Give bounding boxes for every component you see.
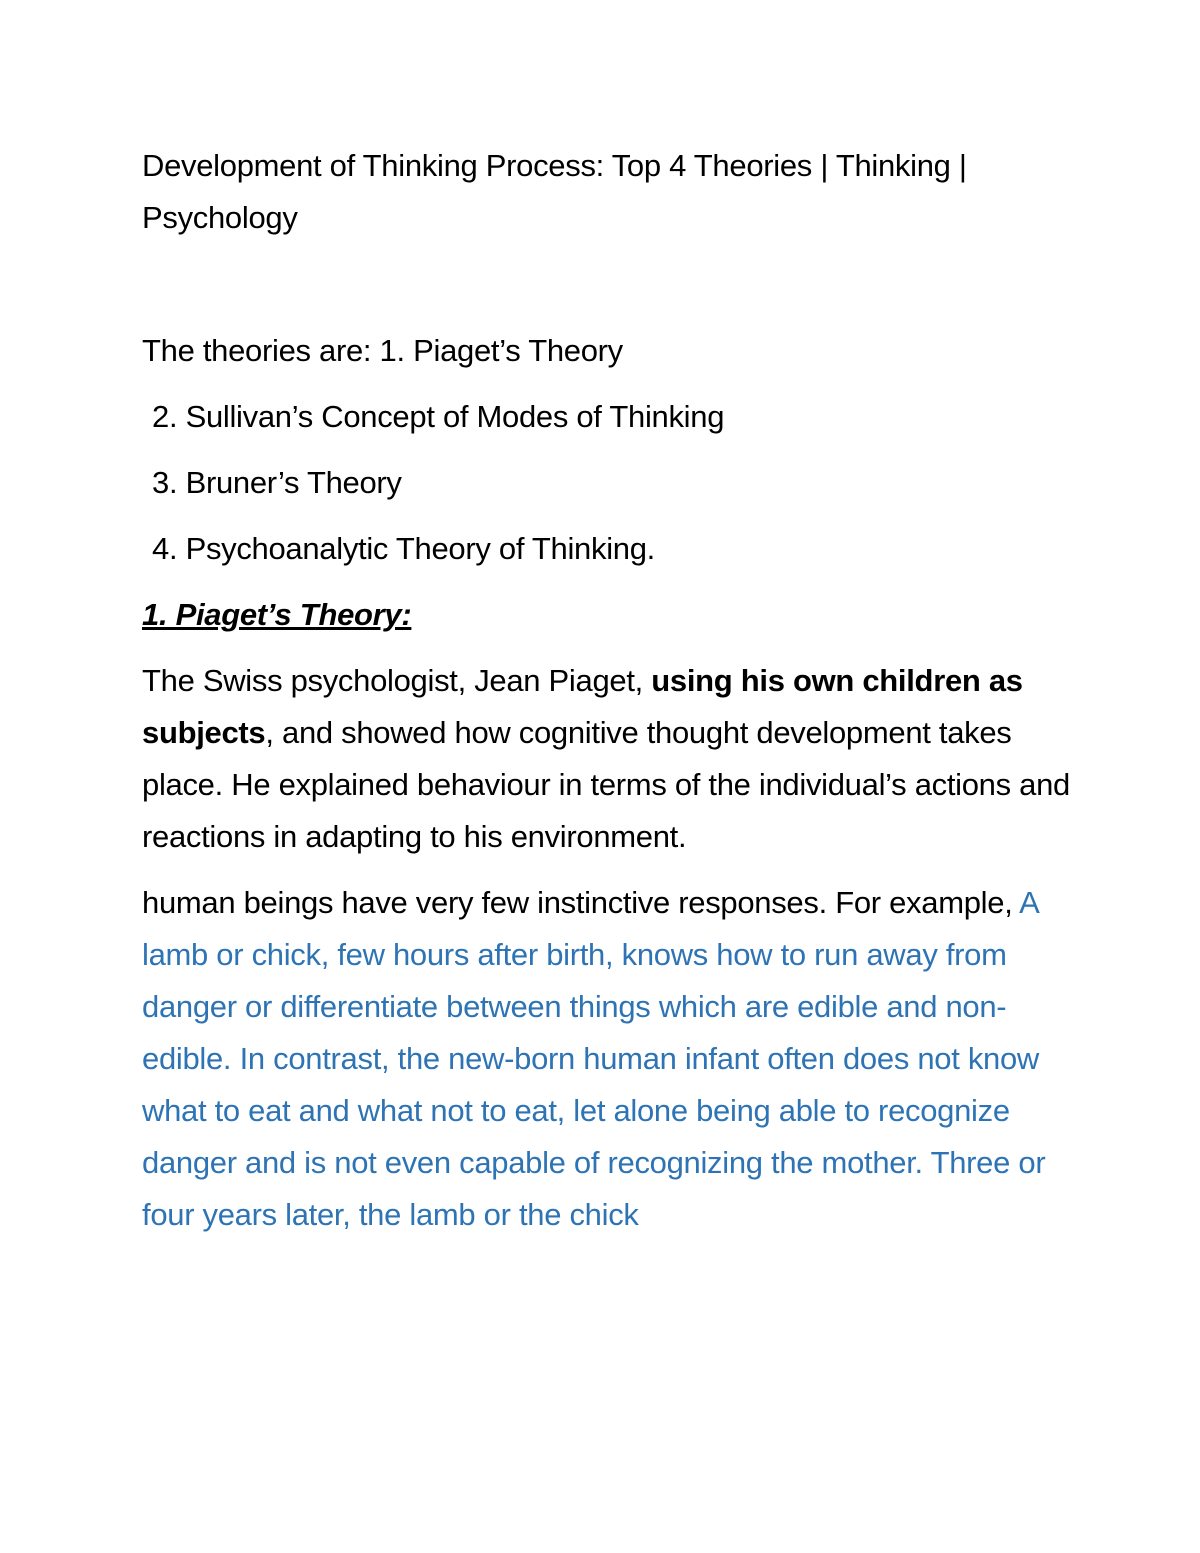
document-page bbox=[142, 140, 1072, 1255]
emphasized-text: using his own children as subjects bbox=[142, 663, 1023, 750]
theory-list-item-3: 3. Bruner’s Theory bbox=[152, 465, 402, 500]
highlighted-example-text: A lamb or chick, few hours after birth, knows how to run away from danger or differentiate between things which are edible and non-edible. In contrast, the new-born human infant often does not know what to eat and what not to eat, let alone being able to recognize danger and is not even capable of recognizing the mother. Three or four years later, the lamb or the chick bbox=[142, 885, 1046, 1232]
theory-list-item-2: 2. Sullivan’s Concept of Modes of Thinking bbox=[152, 399, 725, 434]
document-title: Development of Thinking Process: Top 4 Theories | Thinking | Psychology bbox=[142, 148, 967, 235]
paragraph-instinctive-responses bbox=[142, 877, 1072, 1241]
paragraph-text: The Swiss psychologist, Jean Piaget, bbox=[142, 663, 652, 698]
paragraph-text: human beings have very few instinctive responses. For example, bbox=[142, 885, 1020, 920]
section-heading-piaget: 1. Piaget’s Theory: bbox=[142, 597, 412, 632]
theories-intro: The theories are: 1. Piaget’s Theory bbox=[142, 333, 623, 368]
paragraph-text: , and showed how cognitive thought development takes place. He explained behaviour in terms of the individual’s actions and reactions in adapting to his environment. bbox=[142, 715, 1070, 854]
theory-list-item-4: 4. Psychoanalytic Theory of Thinking. bbox=[152, 531, 655, 566]
paragraph-piaget-intro bbox=[142, 655, 1072, 863]
